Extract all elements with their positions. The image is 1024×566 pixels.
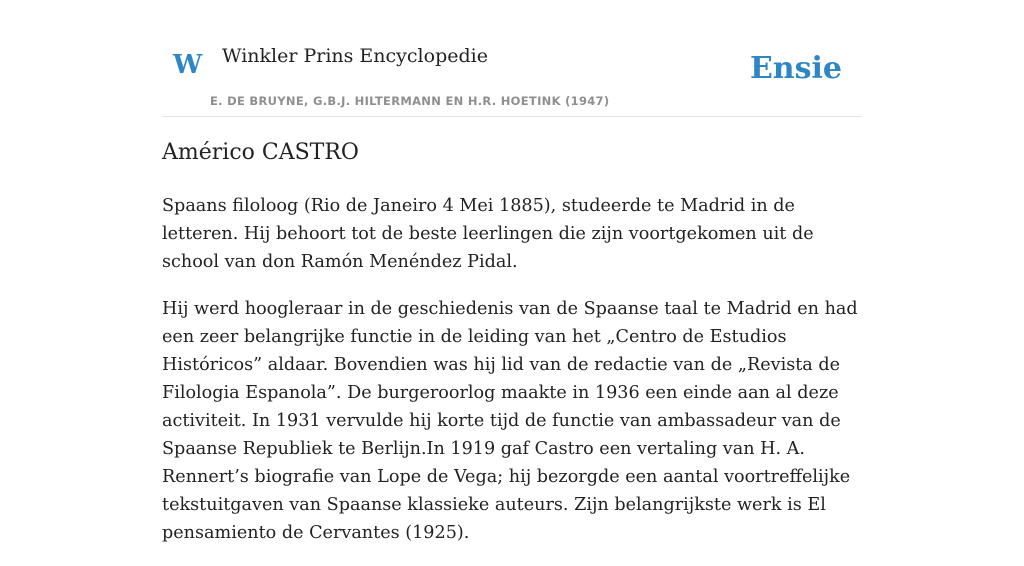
article-paragraph: Hij werd hoogleraar in de geschiedenis van de Spaanse taal te Madrid en had een zeer belangrijke functie in de leiding van het „Centro de Estudios Históricos” aldaar. Bovendien was hij lid van de redactie van de „Revista de Filologia Espanola”. De burgeroorlog maakte in 1936 een einde aan al deze activiteit. In 1931 vervulde hij korte tijd de functie van ambassadeur van de Spaanse Republiek te Berlijn.In 1919 gaf Castro een vertaling van H. A. Rennert’s biografie van Lope de Vega; hij bezorgde een aantal voortreffelijke tekstuitgaven van Spaanse klassieke auteurs. Zijn belangrijkste werk is El pensamiento de Cervantes (1925). xyxy=(162,299,858,543)
site-subtitle: E. DE BRUYNE, G.B.J. HILTERMANN EN H.R. HOETINK (1947) xyxy=(210,94,610,108)
header xyxy=(162,0,862,117)
page-wrapper xyxy=(162,0,862,543)
article-paragraph: Spaans filoloog (Rio de Janeiro 4 Mei 1885), studeerde te Madrid in de letteren. Hij behoort tot de beste leerlingen die zijn voortgekomen uit de school van don Ramón Menéndez Pidal. xyxy=(162,196,814,272)
article-body xyxy=(162,192,862,566)
winkler-prins-logo[interactable]: W xyxy=(173,50,203,80)
article-title: Américo CASTRO xyxy=(162,140,359,165)
site-title[interactable]: Winkler Prins Encyclopedie xyxy=(222,45,488,67)
ensie-brand-link[interactable]: Ensie xyxy=(749,51,842,86)
